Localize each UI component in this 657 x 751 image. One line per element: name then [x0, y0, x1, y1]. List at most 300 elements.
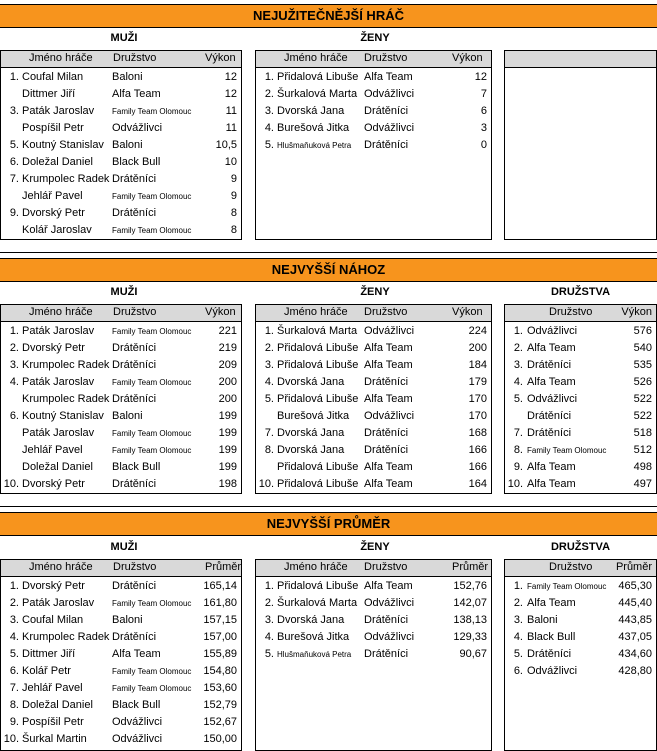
table-row [505, 476, 656, 493]
team-name: Black Bull [112, 699, 161, 711]
mvp-empty-table [504, 50, 657, 240]
rank: 3. [9, 359, 19, 371]
table-row [505, 612, 656, 629]
rank: 8. [264, 444, 274, 456]
value: 12 [224, 71, 237, 83]
value: 138,13 [453, 614, 487, 626]
table-row [505, 391, 656, 408]
divider [0, 252, 657, 253]
team-name: Drátěníci [364, 427, 409, 439]
value: 497 [633, 478, 652, 490]
rank: 8. [9, 699, 19, 711]
player-name: Přidalová Libuše [277, 393, 359, 405]
table-row [1, 171, 241, 188]
rank: 1. [264, 580, 274, 592]
team-name: Odvážlivci [112, 733, 163, 745]
rank: 5. [513, 648, 523, 660]
mvp-men-table [0, 50, 242, 240]
player-name-header: Jméno hráče [284, 306, 348, 318]
average-teams-table [504, 559, 657, 751]
team-name: Baloni [112, 139, 143, 151]
rank: 4. [264, 122, 274, 134]
rank: 9. [9, 207, 19, 219]
player-name: Dvorská Jana [277, 614, 345, 626]
team-name: Alfa Team [527, 597, 576, 609]
value: 152,67 [203, 716, 237, 728]
table-row [1, 408, 241, 425]
team-name: Odvážlivci [527, 325, 578, 337]
table-header [256, 51, 491, 68]
rank: 4. [9, 376, 19, 388]
rank: 1. [9, 325, 19, 337]
team-name: Black Bull [112, 461, 161, 473]
value: 7 [480, 88, 487, 100]
value: 0 [480, 139, 487, 151]
rank: 4. [9, 631, 19, 643]
team-name: Drátěníci [112, 631, 157, 643]
player-name: Dvorský Petr [22, 207, 85, 219]
table-row [1, 222, 241, 239]
value: 9 [230, 190, 237, 202]
value: 219 [218, 342, 237, 354]
team-name: Baloni [112, 71, 143, 83]
team-name: Family Team Olomouc [112, 192, 192, 201]
rank: 3. [264, 359, 274, 371]
value: 209 [218, 359, 237, 371]
table-row [1, 714, 241, 731]
rank: 6. [513, 665, 523, 677]
value: 184 [468, 359, 487, 371]
value: 200 [218, 376, 237, 388]
teams-label: DRUŽSTVA [550, 541, 611, 553]
team-name: Family Team Olomouc [527, 446, 607, 455]
table-row [505, 646, 656, 663]
value: 199 [218, 461, 237, 473]
table-row [505, 357, 656, 374]
rank: 5. [9, 648, 19, 660]
value: 498 [633, 461, 652, 473]
table-row [256, 69, 491, 86]
rank: 2. [513, 342, 523, 354]
team-name: Alfa Team [527, 376, 576, 388]
value: 465,30 [618, 580, 652, 592]
player-name: Dvorská Jana [277, 444, 345, 456]
table-row [1, 205, 241, 222]
rank: 2. [9, 342, 19, 354]
team-name: Family Team Olomouc [112, 667, 192, 676]
value: 522 [633, 393, 652, 405]
player-name: Přidalová Libuše [277, 342, 359, 354]
table-row [1, 188, 241, 205]
rank: 4. [264, 376, 274, 388]
empty-table-header [505, 51, 656, 68]
team-name: Odvážlivci [112, 122, 163, 134]
rank: 4. [513, 376, 523, 388]
player-name: Jehlář Pavel [22, 444, 83, 456]
team-name: Drátěníci [364, 444, 409, 456]
men-label: MUŽI [110, 32, 138, 44]
team-name: Drátěníci [364, 105, 409, 117]
table-row [256, 86, 491, 103]
player-name: Přidalová Libuše [277, 478, 359, 490]
player-name: Dittmer Jiří [22, 88, 76, 100]
value: 170 [468, 410, 487, 422]
player-name: Krumpolec Radek [22, 173, 110, 185]
value: 166 [468, 461, 487, 473]
player-name: Paták Jaroslav [22, 325, 95, 337]
team-name: Odvážlivci [364, 597, 415, 609]
player-name: Koutný Stanislav [22, 410, 104, 422]
team-name: Family Team Olomouc [112, 429, 192, 438]
rank: 8. [513, 444, 523, 456]
team-name: Drátěníci [112, 393, 157, 405]
team-name: Family Team Olomouc [112, 378, 192, 387]
value: 10,5 [215, 139, 237, 151]
team-name: Odvážlivci [112, 716, 163, 728]
table-row [1, 86, 241, 103]
rank: 9. [9, 716, 19, 728]
value: 129,33 [453, 631, 487, 643]
value-header: Průměr [615, 561, 652, 573]
table-row [256, 323, 491, 340]
table-row [256, 646, 491, 663]
throw-women-table [255, 304, 492, 494]
table-row [1, 680, 241, 697]
team-name: Baloni [112, 410, 143, 422]
player-name: Dvorská Jana [277, 105, 345, 117]
table-row [1, 425, 241, 442]
player-name: Šurkalová Marta [277, 325, 358, 337]
section-title-mvp: NEJUŽITEČNĚJŠÍ HRÁČ [0, 4, 657, 28]
rank: 5. [9, 139, 19, 151]
table-row [1, 120, 241, 137]
value: 164 [468, 478, 487, 490]
table-row [1, 323, 241, 340]
table-row [1, 663, 241, 680]
value: 199 [218, 410, 237, 422]
player-name: Paták Jaroslav [22, 427, 95, 439]
value: 9 [230, 173, 237, 185]
player-name-header: Jméno hráče [284, 52, 348, 64]
table-row [1, 629, 241, 646]
team-name: Odvážlivci [527, 665, 578, 677]
player-name: Šurkalová Marta [277, 88, 358, 100]
rank: 10. [258, 478, 274, 490]
value-header: Výkon [452, 306, 483, 318]
value-header: Výkon [205, 52, 236, 64]
value: 221 [218, 325, 237, 337]
team-name: Drátěníci [527, 359, 572, 371]
team-header: Družstvo [364, 561, 408, 573]
player-name: Dvorský Petr [22, 478, 85, 490]
table-row [505, 578, 656, 595]
player-name: Pospíšil Petr [22, 122, 84, 134]
table-row [1, 391, 241, 408]
value: 165,14 [203, 580, 237, 592]
player-name-header: Jméno hráče [29, 52, 93, 64]
value: 512 [633, 444, 652, 456]
rank: 5. [264, 648, 274, 660]
team-name: Family Team Olomouc [112, 684, 192, 693]
table-row [505, 459, 656, 476]
table-row [1, 137, 241, 154]
value: 428,80 [618, 665, 652, 677]
team-name: Odvážlivci [364, 410, 415, 422]
women-label: ŽENY [360, 541, 390, 553]
team-name: Odvážlivci [364, 88, 415, 100]
player-name: Burešová Jitka [277, 631, 350, 643]
player-name-header: Jméno hráče [29, 306, 93, 318]
table-row [256, 374, 491, 391]
team-header: Družstvo [113, 52, 157, 64]
rank: 4. [513, 631, 523, 643]
rank: 10. [3, 478, 19, 490]
rank: 1. [513, 580, 523, 592]
team-name: Alfa Team [112, 648, 161, 660]
table-row [1, 731, 241, 748]
player-name: Burešová Jitka [277, 410, 350, 422]
value: 168 [468, 427, 487, 439]
team-name: Alfa Team [364, 71, 413, 83]
table-header [505, 305, 656, 322]
table-row [256, 103, 491, 120]
value-header: Výkon [621, 306, 652, 318]
player-name: Doležal Daniel [22, 461, 93, 473]
throw-teams-table [504, 304, 657, 494]
team-name: Drátěníci [527, 410, 572, 422]
table-row [1, 357, 241, 374]
player-name: Paták Jaroslav [22, 597, 95, 609]
table-header [1, 305, 241, 322]
divider [0, 506, 657, 507]
team-name: Alfa Team [364, 461, 413, 473]
table-header [1, 560, 241, 577]
player-name: Přidalová Libuše [277, 580, 359, 592]
player-name: Kolář Jaroslav [22, 224, 92, 236]
rank: 7. [9, 682, 19, 694]
value: 152,76 [453, 580, 487, 592]
team-header: Družstvo [549, 306, 593, 318]
rank: 2. [264, 597, 274, 609]
value: 224 [468, 325, 487, 337]
rank: 1. [9, 71, 19, 83]
value: 152,79 [203, 699, 237, 711]
team-name: Baloni [527, 614, 558, 626]
section-title-highest-throw: NEJVYŠŠÍ NÁHOZ [0, 258, 657, 282]
player-name: Hlušmaňuková Petra [277, 141, 352, 150]
team-name: Drátěníci [112, 359, 157, 371]
table-header [505, 560, 656, 577]
table-row [256, 357, 491, 374]
player-name: Paták Jaroslav [22, 376, 95, 388]
rank: 2. [264, 88, 274, 100]
table-header [1, 51, 241, 68]
team-name: Drátěníci [112, 207, 157, 219]
player-name: Šurkal Martin [22, 733, 87, 745]
player-name: Dittmer Jiří [22, 648, 76, 660]
rank: 6. [9, 410, 19, 422]
rank: 3. [264, 614, 274, 626]
player-name: Přidalová Libuše [277, 359, 359, 371]
table-row [256, 629, 491, 646]
player-name-header: Jméno hráče [284, 561, 348, 573]
player-name: Hlušmaňuková Petra [277, 650, 352, 659]
team-name: Drátěníci [364, 139, 409, 151]
team-name: Odvážlivci [527, 393, 578, 405]
table-row [505, 663, 656, 680]
team-name: Alfa Team [364, 393, 413, 405]
table-row [1, 154, 241, 171]
table-row [1, 697, 241, 714]
team-name: Baloni [112, 614, 143, 626]
team-name: Family Team Olomouc [112, 599, 192, 608]
rank: 6. [9, 665, 19, 677]
value: 8 [230, 224, 237, 236]
teams-label: DRUŽSTVA [550, 286, 611, 298]
player-name-header: Jméno hráče [29, 561, 93, 573]
player-name: Pospíšil Petr [22, 716, 84, 728]
average-men-table [0, 559, 242, 751]
table-row [256, 595, 491, 612]
team-name: Black Bull [112, 156, 161, 168]
value: 8 [230, 207, 237, 219]
table-header [256, 560, 491, 577]
table-row [505, 374, 656, 391]
team-name: Drátěníci [112, 173, 157, 185]
table-row [505, 340, 656, 357]
value: 522 [633, 410, 652, 422]
player-name: Koutný Stanislav [22, 139, 104, 151]
team-name: Alfa Team [527, 478, 576, 490]
mvp-women-table [255, 50, 492, 240]
table-row [505, 408, 656, 425]
value: 90,67 [459, 648, 487, 660]
value: 540 [633, 342, 652, 354]
team-name: Family Team Olomouc [112, 327, 192, 336]
table-header [256, 305, 491, 322]
throw-men-table [0, 304, 242, 494]
team-name: Odvážlivci [364, 325, 415, 337]
table-row [505, 425, 656, 442]
value: 12 [224, 88, 237, 100]
value-header: Průměr [205, 561, 242, 573]
player-name: Doležal Daniel [22, 156, 93, 168]
value: 576 [633, 325, 652, 337]
section-title-highest-average: NEJVYŠŠÍ PRŮMĚR [0, 512, 657, 536]
table-row [256, 391, 491, 408]
value: 198 [218, 478, 237, 490]
player-name: Krumpolec Radek [22, 359, 110, 371]
rank: 7. [9, 173, 19, 185]
player-name: Krumpolec Radek [22, 631, 110, 643]
player-name: Paták Jaroslav [22, 105, 95, 117]
table-row [256, 476, 491, 493]
team-name: Alfa Team [527, 461, 576, 473]
team-name: Alfa Team [364, 478, 413, 490]
rank: 5. [264, 393, 274, 405]
value: 157,15 [203, 614, 237, 626]
value: 434,60 [618, 648, 652, 660]
player-name: Coufal Milan [22, 71, 84, 83]
value: 445,40 [618, 597, 652, 609]
men-label: MUŽI [110, 286, 138, 298]
rank: 5. [264, 139, 274, 151]
team-name: Drátěníci [364, 614, 409, 626]
team-name: Alfa Team [112, 88, 161, 100]
team-name: Odvážlivci [364, 122, 415, 134]
table-row [256, 425, 491, 442]
player-name: Krumpolec Radek [22, 393, 110, 405]
player-name: Doležal Daniel [22, 699, 93, 711]
value-header: Výkon [452, 52, 483, 64]
team-name: Alfa Team [364, 342, 413, 354]
table-row [1, 340, 241, 357]
rank: 3. [513, 614, 523, 626]
player-name: Coufal Milan [22, 614, 84, 626]
rank: 1. [513, 325, 523, 337]
team-name: Odvážlivci [364, 631, 415, 643]
table-row [1, 595, 241, 612]
value: 12 [474, 71, 487, 83]
team-header: Družstvo [549, 561, 593, 573]
player-name: Kolář Petr [22, 665, 71, 677]
table-row [256, 340, 491, 357]
table-row [1, 103, 241, 120]
table-row [256, 442, 491, 459]
value: 535 [633, 359, 652, 371]
value: 161,80 [203, 597, 237, 609]
value: 200 [218, 393, 237, 405]
value: 155,89 [203, 648, 237, 660]
player-name: Dvorská Jana [277, 427, 345, 439]
player-name: Přidalová Libuše [277, 71, 359, 83]
player-name: Jehlář Pavel [22, 190, 83, 202]
player-name: Dvorská Jana [277, 376, 345, 388]
player-name: Šurkalová Marta [277, 597, 358, 609]
table-row [1, 476, 241, 493]
team-name: Family Team Olomouc [112, 226, 192, 235]
team-name: Alfa Team [364, 359, 413, 371]
rank: 2. [264, 342, 274, 354]
value: 518 [633, 427, 652, 439]
team-name: Drátěníci [112, 580, 157, 592]
table-row [1, 578, 241, 595]
team-name: Alfa Team [527, 342, 576, 354]
value: 142,07 [453, 597, 487, 609]
value: 199 [218, 427, 237, 439]
rank: 1. [264, 325, 274, 337]
rank: 10. [3, 733, 19, 745]
men-label: MUŽI [110, 541, 138, 553]
team-name: Drátěníci [527, 427, 572, 439]
table-row [256, 459, 491, 476]
team-name: Family Team Olomouc [112, 446, 192, 455]
rank: 1. [9, 580, 19, 592]
table-row [256, 137, 491, 154]
player-name: Burešová Jitka [277, 122, 350, 134]
value: 200 [468, 342, 487, 354]
table-row [505, 629, 656, 646]
player-name: Přidalová Libuše [277, 461, 359, 473]
rank: 1. [264, 71, 274, 83]
value: 6 [480, 105, 487, 117]
team-header: Družstvo [113, 561, 157, 573]
table-row [1, 69, 241, 86]
value: 10 [224, 156, 237, 168]
team-name: Drátěníci [112, 342, 157, 354]
value: 150,00 [203, 733, 237, 745]
rank: 5. [513, 393, 523, 405]
